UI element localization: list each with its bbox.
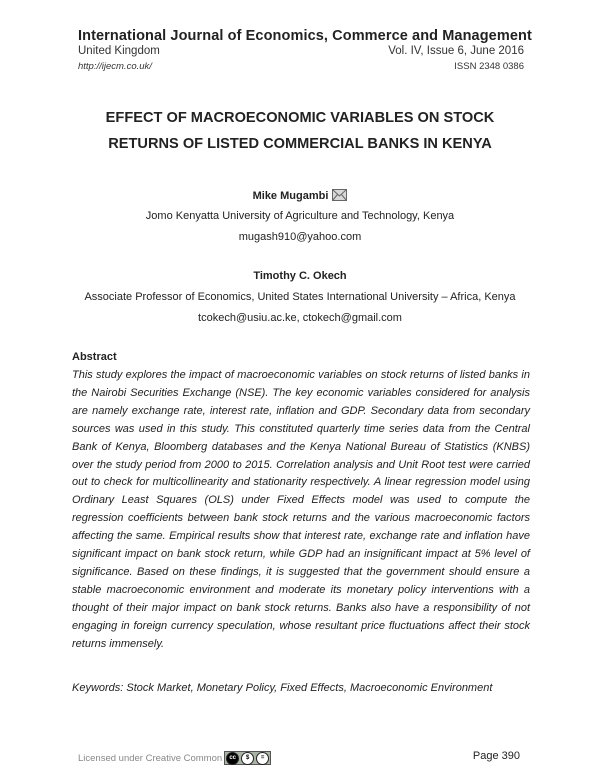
author-1-affiliation: Jomo Kenyatta University of Agriculture and Technology, Kenya [145,210,455,222]
abstract-text: This study explores the impact of macroeconomic variables on stock returns of listed banks in the Nairobi Securities Exchange (NSE). The key economic variables considered for analysis are namely exchange rate, interest rate, inflation and GDP. Secondary data from secondary sources was used in this study. This constituted quarterly time series data from the Central Bank of Kenya, Bloomberg databases and the Kenya National Bureau of Statistics (KNBS) over the study period from 2000 to 2015. Correlation analysis and Unit Root test were carried out to check for multicollinearity and stationarity respectively. A linear regression model using Ordinary Least Squares (OLS) under Fixed Effects model was used to compute the regression coefficients between bank stock returns and the various macroeconomic factors affecting the same. Empirical results show that interest rate, exchange rate and inflation have significant impact on bank stock return, while GDP had an insignificant impact at 5% level of significance. Based on these findings, it is suggested that the government should ensure a stable macroeconomic environment and moderate its monetary policy interventions with a thought of their major impact on bank stock returns. Banks also have a responsibility of not engaging in foreign currency speculation, whose resultant price fluctuations affect their stock returns immensely. [72,369,530,650]
license-footer [78,751,271,765]
header-meta-row [78,45,524,57]
keywords: Keywords: Stock Market, Monetary Policy, Fixed Effects, Macroeconomic Environment [72,682,493,694]
author-2-affiliation: Associate Professor of Economics, United States International University – Africa, Kenya [84,291,516,303]
page-number: Page 390 [472,750,520,762]
cc-icon: cc [226,752,239,765]
noncommercial-icon: $ [241,752,254,765]
journal-issn: ISSN 2348 0386 [454,61,524,72]
journal-country: United Kingdom [78,45,160,57]
noderivatives-icon: = [256,752,269,765]
author-2-name-row [40,270,560,282]
author-2-name: Timothy C. Okech [253,270,347,282]
journal-title: International Journal of Economics, Commerce and Management [78,28,532,44]
paper-title [60,105,540,157]
author-1-email[interactable]: mugash910@yahoo.com [238,231,362,243]
author-1-name-row [40,189,560,202]
header-link-row [78,61,524,72]
creative-commons-badge[interactable] [224,751,271,765]
author-1-name: Mike Mugambi [252,190,329,202]
abstract-heading: Abstract [72,351,117,363]
author-2-email[interactable]: tcokech@usiu.ac.ke, ctokech@gmail.com [198,312,402,324]
license-text: Licensed under Creative Common [78,752,223,764]
paper-title-line-2: RETURNS OF LISTED COMMERCIAL BANKS IN KENYA [108,136,492,152]
journal-url[interactable]: http://ijecm.co.uk/ [78,61,152,72]
paper-title-line-1: EFFECT OF MACROECONOMIC VARIABLES ON STOCK [105,110,495,126]
journal-volume: Vol. IV, Issue 6, June 2016 [388,45,524,57]
mail-icon[interactable] [332,189,347,201]
